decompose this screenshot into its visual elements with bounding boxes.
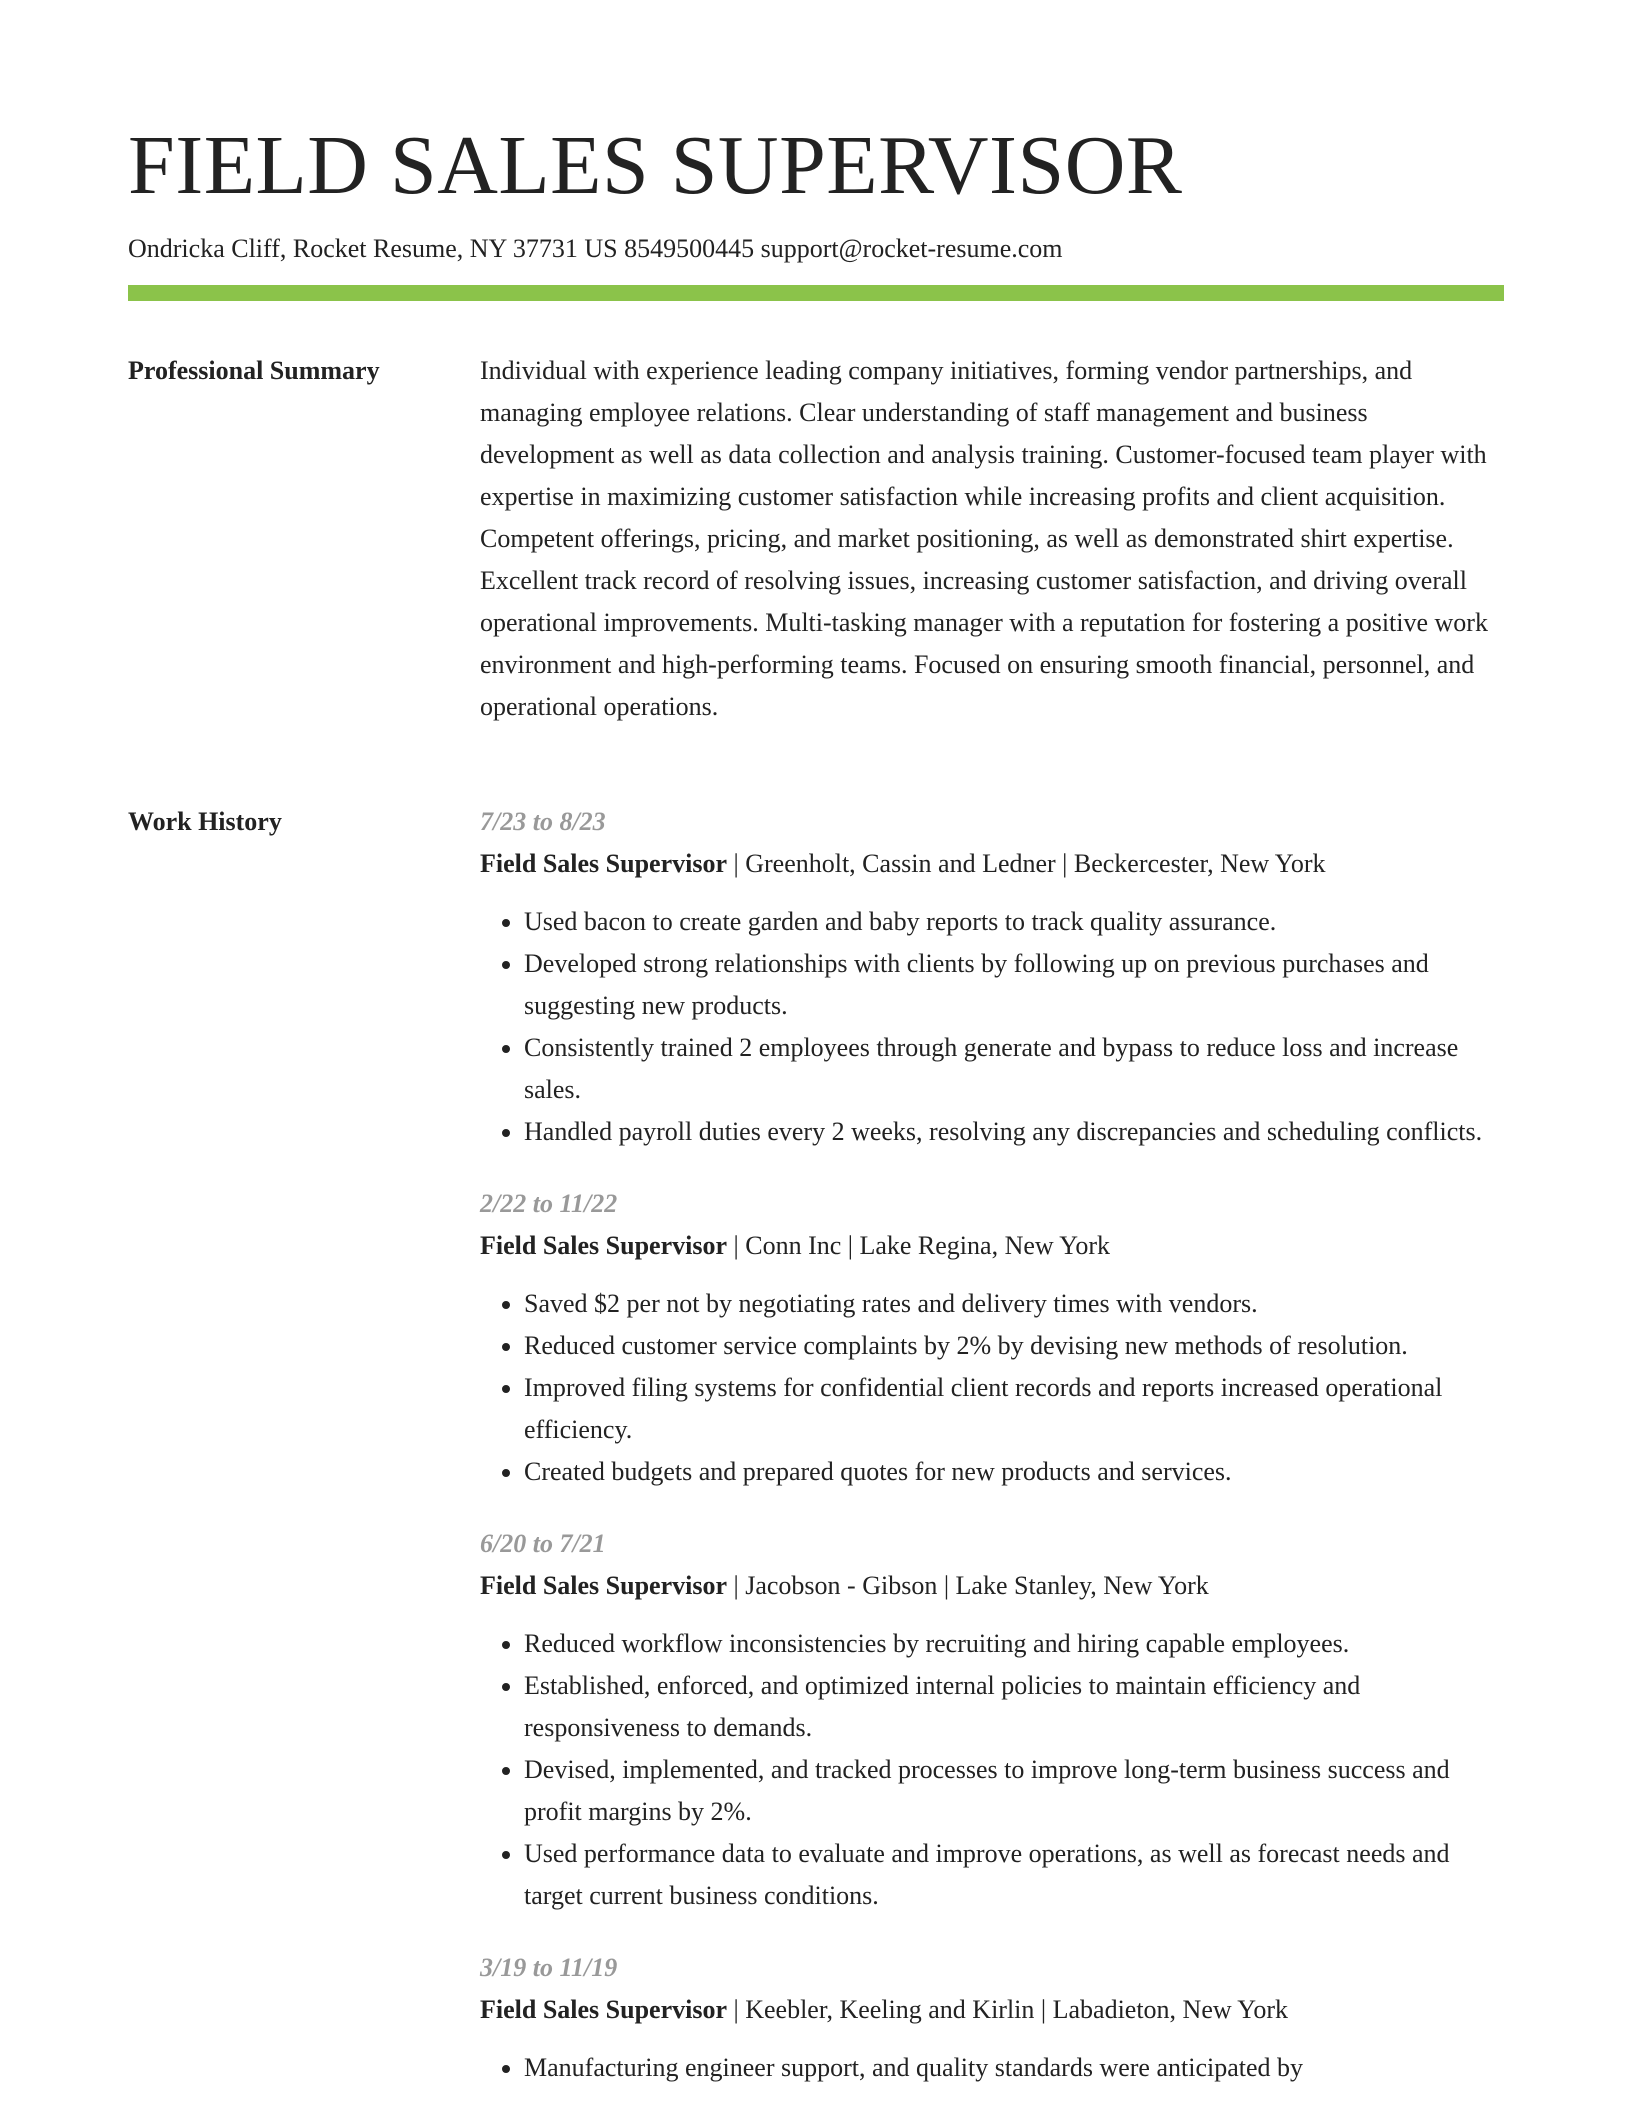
job-bullet: • Reduced workflow inconsistencies by recruiting and hiring capable employees. xyxy=(524,1623,1504,1665)
contact-line: Ondricka Cliff, Rocket Resume, NY 37731 US 8549500445 support@rocket-resume.com xyxy=(128,234,1063,263)
job-title: Field Sales Supervisor xyxy=(480,1571,728,1600)
resume-title: FIELD SALES SUPERVISOR xyxy=(128,119,1183,212)
job-heading xyxy=(480,1225,1504,1267)
job-employer-location: | Jacobson - Gibson | Lake Stanley, New York xyxy=(727,1571,1209,1600)
work-history-label: Work History xyxy=(128,807,282,836)
job-entry xyxy=(480,1183,1504,1493)
job-employer-location: | Keebler, Keeling and Kirlin | Labadieton, New York xyxy=(727,1995,1289,2024)
job-title: Field Sales Supervisor xyxy=(480,1231,728,1260)
job-heading xyxy=(480,843,1504,885)
job-list xyxy=(480,801,1504,2119)
job-bullet: • Handled payroll duties every 2 weeks, resolving any discrepancies and scheduling conflicts. xyxy=(524,1111,1504,1153)
job-bullet: • Reduced customer service complaints by 2% by devising new methods of resolution. xyxy=(524,1325,1504,1367)
job-entry xyxy=(480,801,1504,1153)
job-dates: 2/22 to 11/22 xyxy=(480,1189,618,1218)
job-entry xyxy=(480,1947,1504,2089)
job-bullet: • Saved $2 per not by negotiating rates and delivery times with vendors. xyxy=(524,1283,1504,1325)
job-bullet: • Developed strong relationships with clients by following up on previous purchases and suggesting new products. xyxy=(524,943,1504,1027)
job-bullets xyxy=(480,901,1504,1153)
job-entry xyxy=(480,1523,1504,1917)
job-bullet: • Consistently trained 2 employees through generate and bypass to reduce loss and increase sales. xyxy=(524,1027,1504,1111)
summary-text: Individual with experience leading company initiatives, forming vendor partnerships, and managing employee relations. Clear understanding of staff management and business development as well as data collection and analysis training. Customer-focused team player with expertise in maximizing customer satisfaction while increasing profits and client acquisition. Competent offerings, pricing, and market positioning, as well as demonstrated shirt expertise. Excellent track record of resolving issues, increasing customer satisfaction, and driving overall operational improvements. Multi-tasking manager with a reputation for fostering a positive work environment and high-performing teams. Focused on ensuring smooth financial, personnel, and operational operations. xyxy=(480,356,1488,721)
job-dates: 6/20 to 7/21 xyxy=(480,1529,606,1558)
job-bullet: • Used bacon to create garden and baby reports to track quality assurance. xyxy=(524,901,1504,943)
job-employer-location: | Conn Inc | Lake Regina, New York xyxy=(727,1231,1111,1260)
summary-body xyxy=(480,350,1504,728)
job-bullets xyxy=(480,1623,1504,1917)
job-dates: 7/23 to 8/23 xyxy=(480,807,606,836)
job-bullet: • Manufacturing engineer support, and quality standards were anticipated by xyxy=(524,2047,1504,2089)
accent-divider xyxy=(128,285,1504,301)
summary-label: Professional Summary xyxy=(128,356,380,385)
job-bullet: • Established, enforced, and optimized internal policies to maintain efficiency and responsiveness to demands. xyxy=(524,1665,1504,1749)
job-bullet: • Created budgets and prepared quotes for new products and services. xyxy=(524,1451,1504,1493)
job-title: Field Sales Supervisor xyxy=(480,849,728,878)
job-heading xyxy=(480,1565,1504,1607)
job-bullets xyxy=(480,1283,1504,1493)
job-dates: 3/19 to 11/19 xyxy=(480,1953,618,1982)
job-bullet: • Improved filing systems for confidential client records and reports increased operational efficiency. xyxy=(524,1367,1504,1451)
job-bullet: • Devised, implemented, and tracked processes to improve long-term business success and profit margins by 2%. xyxy=(524,1749,1504,1833)
job-bullet: • Used performance data to evaluate and improve operations, as well as forecast needs and target current business conditions. xyxy=(524,1833,1504,1917)
job-bullets xyxy=(480,2047,1504,2089)
job-heading xyxy=(480,1989,1504,2031)
job-title: Field Sales Supervisor xyxy=(480,1995,728,2024)
job-employer-location: | Greenholt, Cassin and Ledner | Beckercester, New York xyxy=(727,849,1326,878)
